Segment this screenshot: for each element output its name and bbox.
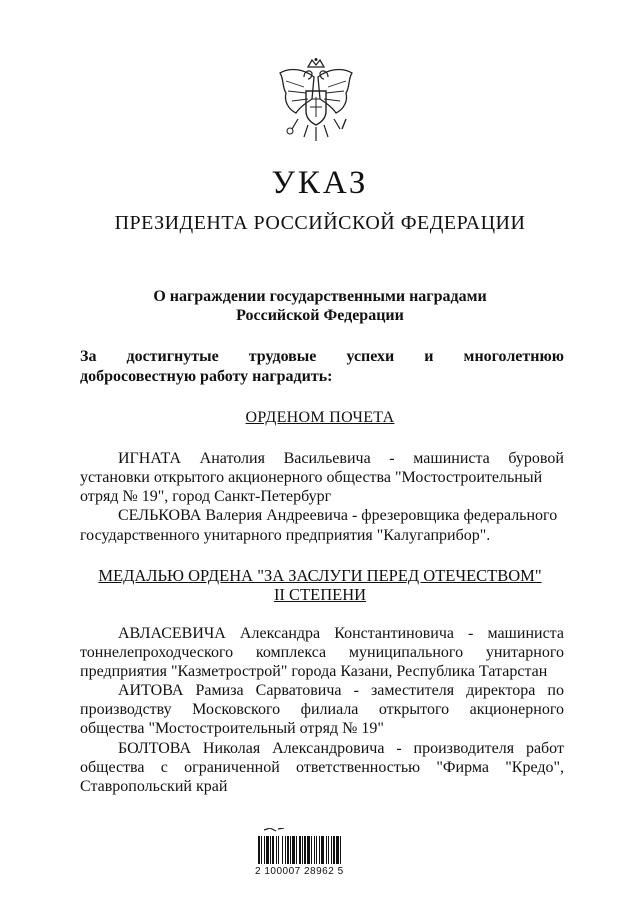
barcode-bar: [282, 836, 283, 864]
barcode-bar: [326, 836, 327, 864]
barcode-bar: [285, 836, 286, 864]
section-title-medal-line2: II СТЕПЕНИ: [273, 585, 367, 604]
awardee-word: унитарного: [485, 644, 564, 661]
barcode-bar: [331, 836, 332, 864]
awardee-word: Сарватовича: [255, 682, 342, 699]
awardee-word: директора: [466, 682, 536, 699]
barcode-bar: [278, 836, 279, 864]
awardee-word: Константиновича: [334, 625, 454, 642]
awardee-word: комплекса: [255, 644, 327, 661]
barcode-bar: [272, 836, 274, 864]
barcode-bar: [292, 836, 295, 864]
awardee-word: -: [389, 450, 395, 467]
barcode-bar: [304, 836, 306, 864]
awardee-word: работ: [525, 740, 564, 757]
awardee-word: по: [547, 682, 564, 699]
awardee-word: буровой: [508, 450, 564, 467]
barcode-bar: [321, 836, 324, 864]
awardee-word: с: [160, 759, 168, 776]
barcode-bar: [336, 836, 339, 864]
awardee-name: ИГНАТА: [118, 450, 182, 467]
decree-heading-line1: О награждении государственными наградами: [153, 288, 487, 305]
barcode-bar: [299, 836, 301, 864]
barcode-bar: [302, 836, 303, 864]
awardee-word: Анатолия: [199, 450, 265, 467]
award-entry-line: [118, 681, 564, 701]
awardee-word: производству: [80, 701, 172, 718]
page-title: УКАЗ: [271, 165, 369, 201]
awardee-word: -: [353, 682, 359, 699]
section-title-medal-line1: МЕДАЛЬЮ ОРДЕНА "ЗА ЗАСЛУГИ ПЕРЕД ОТЕЧЕСТВОМ": [98, 566, 542, 585]
awardee-word: машиниста: [413, 450, 490, 467]
barcode-bar: [264, 836, 265, 864]
barcode-bar: [316, 836, 317, 864]
awardee-word: Московского: [192, 701, 281, 718]
award-entry-line: Ставропольский край: [80, 778, 228, 795]
barcode-bar: [258, 836, 260, 864]
barcode-bar: [311, 836, 312, 864]
award-entry-line: [118, 739, 564, 759]
awardee-word: ограниченной: [184, 759, 280, 776]
barcode-bar: [319, 836, 320, 864]
intro-line2: добросовестную работу наградить:: [80, 368, 333, 385]
section-title-order: ОРДЕНОМ ПОЧЕТА: [245, 409, 395, 426]
award-entry-line: установки открытого акционерного общества "Мостостроительный: [80, 469, 543, 486]
awardee-name: АВЛАСЕВИЧА: [118, 625, 226, 642]
intro-word: успехи: [346, 348, 395, 365]
awardee-name: БОЛТОВА: [118, 740, 192, 757]
awardee-word: машиниста: [487, 625, 564, 642]
awardee-word: Александровича: [272, 740, 385, 757]
award-entry-line: СЕЛЬКОВА Валерия Андреевича - фрезеровщика федерального: [118, 507, 558, 524]
barcode-bar: [314, 836, 315, 864]
awardee-word: производителя: [413, 740, 515, 757]
awardee-word: Рамиза: [195, 682, 244, 699]
awardee-word: -: [396, 740, 402, 757]
awardee-word: "Кредо",: [505, 759, 564, 776]
awardee-word: филиала: [300, 701, 359, 718]
awardee-name: АИТОВА: [118, 682, 184, 699]
barcode-bar: [261, 836, 262, 864]
awardee-word: общества: [80, 759, 145, 776]
award-entry-line: [118, 624, 564, 644]
intro-word: трудовые: [248, 348, 317, 365]
page-subtitle: ПРЕЗИДЕНТА РОССИЙСКОЙ ФЕДЕРАЦИИ: [114, 212, 526, 234]
barcode-bar: [266, 836, 269, 864]
barcode-bar: [340, 836, 341, 864]
barcode-bar: [296, 836, 297, 864]
awardee-word: ответственностью: [296, 759, 421, 776]
barcode-bar: [333, 836, 335, 864]
intro-word: и: [424, 348, 434, 365]
award-entry-line: [118, 449, 564, 469]
coat-of-arms-icon: [274, 57, 358, 149]
award-entry-line: [80, 643, 564, 663]
awardee-word: муниципального: [348, 644, 464, 661]
awardee-word: открытого: [378, 701, 450, 718]
awardee-word: тоннелепроходческого: [80, 644, 234, 661]
awardee-word: "Фирма: [436, 759, 489, 776]
award-entry-line: государственного унитарного предприятия "Калугаприбор".: [80, 527, 491, 544]
intro-word: достигнутые: [126, 348, 219, 365]
awardee-word: акционерного: [469, 701, 564, 718]
awardee-word: Васильевича: [283, 450, 371, 467]
barcode-bar: [290, 836, 291, 864]
barcode-bar: [276, 836, 277, 864]
award-entry-line: предприятия "Казметрострой" города Казани, Республика Татарстан: [80, 663, 548, 680]
intro-line1: [80, 347, 564, 366]
awardee-word: -: [468, 625, 474, 642]
barcode-icon: [256, 828, 382, 888]
awardee-word: заместителя: [370, 682, 455, 699]
award-entry-line: [80, 700, 564, 720]
barcode-bar: [270, 836, 271, 864]
decree-heading-line2: Российской Федерации: [236, 307, 404, 324]
award-entry-line: отряд № 19", город Санкт-Петербург: [80, 488, 332, 505]
award-entry-line: общества "Мостостроительный отряд № 19": [80, 720, 384, 737]
intro-word: многолетнюю: [463, 348, 564, 365]
barcode-bar: [287, 836, 289, 864]
awardee-word: Александра: [239, 625, 321, 642]
barcode-bar: [307, 836, 310, 864]
barcode-number: 2 100007 28962 5: [255, 866, 344, 877]
barcode-bar: [328, 836, 329, 864]
award-entry-line: [80, 758, 564, 778]
intro-word: За: [80, 348, 97, 365]
awardee-word: Николая: [202, 740, 261, 757]
